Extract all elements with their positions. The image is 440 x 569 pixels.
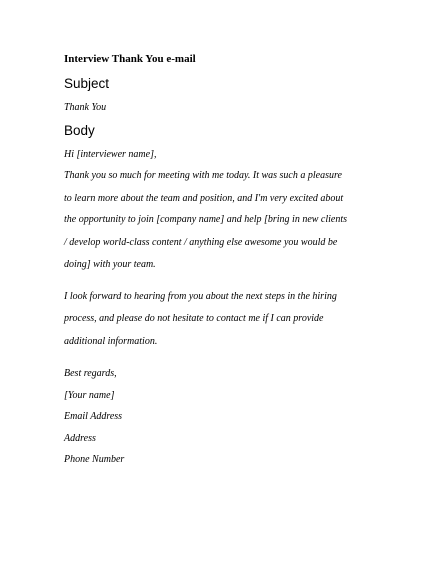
- paragraph2-line: I look forward to hearing from you about the next steps in the hiring: [64, 291, 337, 302]
- paragraph1-line: the opportunity to join [company name] and help [bring in new clients: [64, 214, 348, 225]
- document-title: Interview Thank You e-mail: [64, 53, 196, 65]
- closing-line: Best regards,: [64, 368, 117, 379]
- paragraph1-line: / develop world-class content / anything else awesome you would be: [64, 237, 338, 248]
- greeting-line: Hi [interviewer name],: [64, 149, 157, 160]
- subject-text: Thank You: [64, 102, 107, 113]
- signature-address: Address: [64, 433, 96, 444]
- signature-email: Email Address: [64, 411, 123, 422]
- paragraph2-line: additional information.: [64, 336, 158, 347]
- subject-heading: Subject: [64, 76, 110, 91]
- paragraph2-line: process, and please do not hesitate to contact me if I can provide: [64, 313, 324, 324]
- paragraph1-line: doing] with your team.: [64, 259, 156, 270]
- body-heading: Body: [64, 123, 95, 138]
- paragraph1-line: to learn more about the team and position, and I'm very excited about: [64, 193, 344, 204]
- paragraph1-line: Thank you so much for meeting with me today. It was such a pleasure: [64, 170, 342, 181]
- signature-phone: Phone Number: [64, 454, 125, 465]
- signature-name: [Your name]: [64, 390, 115, 401]
